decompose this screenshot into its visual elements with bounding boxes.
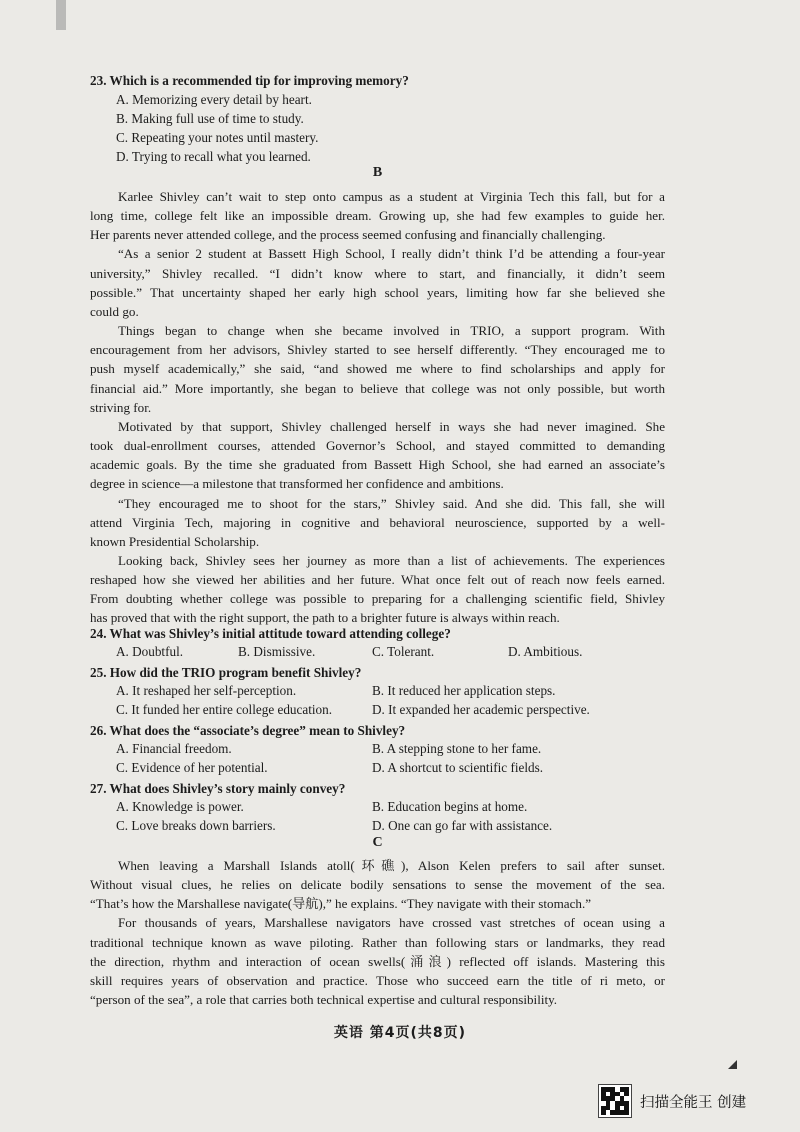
passage-c-paragraph-line: the direction, rhythm and interaction of ocean swells(涌浪) reflected off islands. Mastering this [90, 953, 665, 969]
scan-edge-shadow [56, 0, 66, 30]
passage-b-paragraph-line: push myself academically,” she said, “and showed me where to find scholarships and apply for [90, 361, 665, 377]
passage-b-paragraph-line: reshaped how she viewed her abilities and her future. What once felt out of reach now feels earned. [90, 572, 665, 588]
question-27-option-d: D. One can go far with assistance. [372, 818, 553, 834]
question-25-option-a: A. It reshaped her self-perception. [116, 682, 297, 698]
passage-c-paragraph-line: “That’s how the Marshallese navigate(导航),” he explains. “They navigate with their stomach.” [90, 896, 592, 912]
passage-b-paragraph-line: encouragement from her advisors, Shivley started to see herself differently. “They encouraged me to [90, 342, 665, 358]
passage-b-paragraph-6 [90, 551, 665, 628]
passage-c [90, 856, 665, 1009]
passage-b-paragraph-line: From doubting whether college was possible to preparing for a challenging scientific field, Shivley [90, 591, 665, 607]
passage-c-paragraph-line: skill requires years of observation and practice. Those who succeed earn the title of ri meto, or [90, 972, 665, 988]
passage-b-paragraph-line: university,” Shivley recalled. “I didn’t know where to start, and financially, it didn’t seem [90, 265, 665, 281]
question-25-option-d: D. It expanded her academic perspective. [372, 702, 590, 718]
section-b-heading: B [372, 165, 383, 180]
passage-c-paragraph-2 [90, 913, 665, 1009]
question-26 [90, 722, 665, 779]
passage-b-paragraph-line: attend Virginia Tech, majoring in cognitive and behavioral neuroscience, supported by a well- [90, 514, 665, 530]
passage-b-paragraph-line: Motivated by that support, Shivley challenged herself in ways she had never imagined. She [118, 418, 665, 434]
question-26-option-c: C. Evidence of her potential. [116, 760, 268, 776]
question-26-option-b: B. A stepping stone to her fame. [372, 740, 542, 756]
passage-b-paragraph-line: Her parents never attended college, and the process seemed confusing and financially challenging. [90, 227, 606, 243]
question-23 [90, 72, 665, 167]
passage-b-paragraph-line: financial aid.” More importantly, she began to believe that college was not only possible, but worth [90, 380, 665, 396]
qr-code-icon [598, 1084, 632, 1118]
passage-c-paragraph-line: For thousands of years, Marshallese navigators have crossed vast stretches of ocean using a [118, 915, 665, 931]
question-23-option-a: A. Memorizing every detail by heart. [116, 91, 312, 107]
question-25-stem: 25. How did the TRIO program benefit Shivley? [90, 665, 362, 680]
passage-b-paragraph-line: Things began to change when she became involved in TRIO, a support program. With [118, 323, 665, 339]
passage-b-paragraph-line: known Presidential Scholarship. [90, 533, 260, 549]
passage-c-paragraph-line: Without visual clues, he relies on delicate bodily sensations to sense the movement of the sea. [90, 877, 665, 893]
passage-b-paragraph-3 [90, 321, 665, 417]
passage-b-paragraph-line: degree in science—a milestone that transformed her confidence and ambitions. [90, 476, 504, 492]
passage-b-paragraph-line: academic goals. By the time she graduated from Bassett High School, she had earned an associate’s [90, 457, 665, 473]
section-c-heading: C [372, 835, 383, 850]
passage-b-paragraph-1 [90, 187, 665, 244]
passage-c-paragraph-line: When leaving a Marshall Islands atoll(环礁), Alson Kelen prefers to sail after sunset. [118, 858, 665, 873]
passage-b-paragraph-line: could go. [90, 303, 139, 319]
scanner-watermark [598, 1083, 746, 1119]
passage-b-paragraph-line: striving for. [90, 399, 152, 415]
question-24-option-c: C. Tolerant. [372, 643, 435, 659]
question-27-option-c: C. Love breaks down barriers. [116, 818, 276, 834]
passage-b-paragraph-2 [90, 244, 665, 321]
question-23-option-b: B. Making full use of time to study. [116, 110, 304, 126]
question-24-option-a: A. Doubtful. [116, 643, 184, 659]
watermark-text: 扫描全能王 创建 [640, 1094, 747, 1111]
passage-b-paragraph-5 [90, 494, 665, 551]
passage-b-paragraph-line: long time, college felt like an impossible dream. Growing up, she had few examples to guide her. [90, 208, 665, 224]
passage-b [90, 187, 665, 628]
question-24-option-d: D. Ambitious. [508, 643, 583, 659]
question-23-option-d: D. Trying to recall what you learned. [116, 148, 311, 164]
passage-b-paragraph-line: has proved that with the right support, the path to a brighter future is always within reach. [90, 610, 560, 626]
question-24-option-b: B. Dismissive. [238, 643, 316, 659]
question-26-stem: 26. What does the “associate’s degree” mean to Shivley? [90, 723, 406, 738]
page-footer: 英语 第4页(共8页) [333, 1025, 467, 1041]
question-27-option-b: B. Education begins at home. [372, 798, 528, 814]
question-26-option-a: A. Financial freedom. [116, 740, 232, 756]
corner-triangle-icon [728, 1060, 737, 1069]
question-27 [90, 780, 665, 837]
question-24-stem: 24. What was Shivley’s initial attitude toward attending college? [90, 626, 451, 641]
question-24 [90, 625, 665, 663]
passage-b-paragraph-line: “They encouraged me to shoot for the stars,” Shivley said. And she did. This fall, she will [118, 495, 665, 511]
question-25-option-c: C. It funded her entire college education. [116, 702, 333, 718]
passage-b-paragraph-line: Karlee Shivley can’t wait to step onto campus as a student at Virginia Tech this fall, but for a [118, 189, 665, 204]
question-23-option-c: C. Repeating your notes until mastery. [116, 129, 319, 145]
question-25-option-b: B. It reduced her application steps. [372, 682, 556, 698]
passage-b-paragraph-line: Looking back, Shivley sees her journey as more than a list of achievements. The experiences [118, 552, 665, 568]
passage-b-paragraph-4 [90, 417, 665, 494]
passage-b-paragraph-line: “As a senior 2 student at Bassett High School, I really didn’t think I’d be attending a four-year [118, 246, 665, 262]
passage-c-paragraph-1 [90, 856, 665, 913]
question-25 [90, 664, 665, 721]
passage-b-paragraph-line: possible.” That uncertainty shaped her early high school years, limiting how far she believed she [90, 284, 665, 300]
question-26-option-d: D. A shortcut to scientific fields. [372, 760, 544, 776]
passage-c-paragraph-line: “person of the sea”, a role that carries both technical expertise and cultural responsibility. [90, 992, 558, 1008]
passage-c-paragraph-line: traditional technique known as wave piloting. Rather than following stars or landmarks, they read [90, 934, 665, 950]
question-27-stem: 27. What does Shivley’s story mainly convey? [90, 781, 346, 796]
question-23-stem: 23. Which is a recommended tip for improving memory? [90, 73, 409, 88]
passage-b-paragraph-line: took dual-enrollment courses, attended Governor’s School, and stayed committed to demanding [90, 438, 665, 454]
question-27-option-a: A. Knowledge is power. [116, 798, 244, 814]
